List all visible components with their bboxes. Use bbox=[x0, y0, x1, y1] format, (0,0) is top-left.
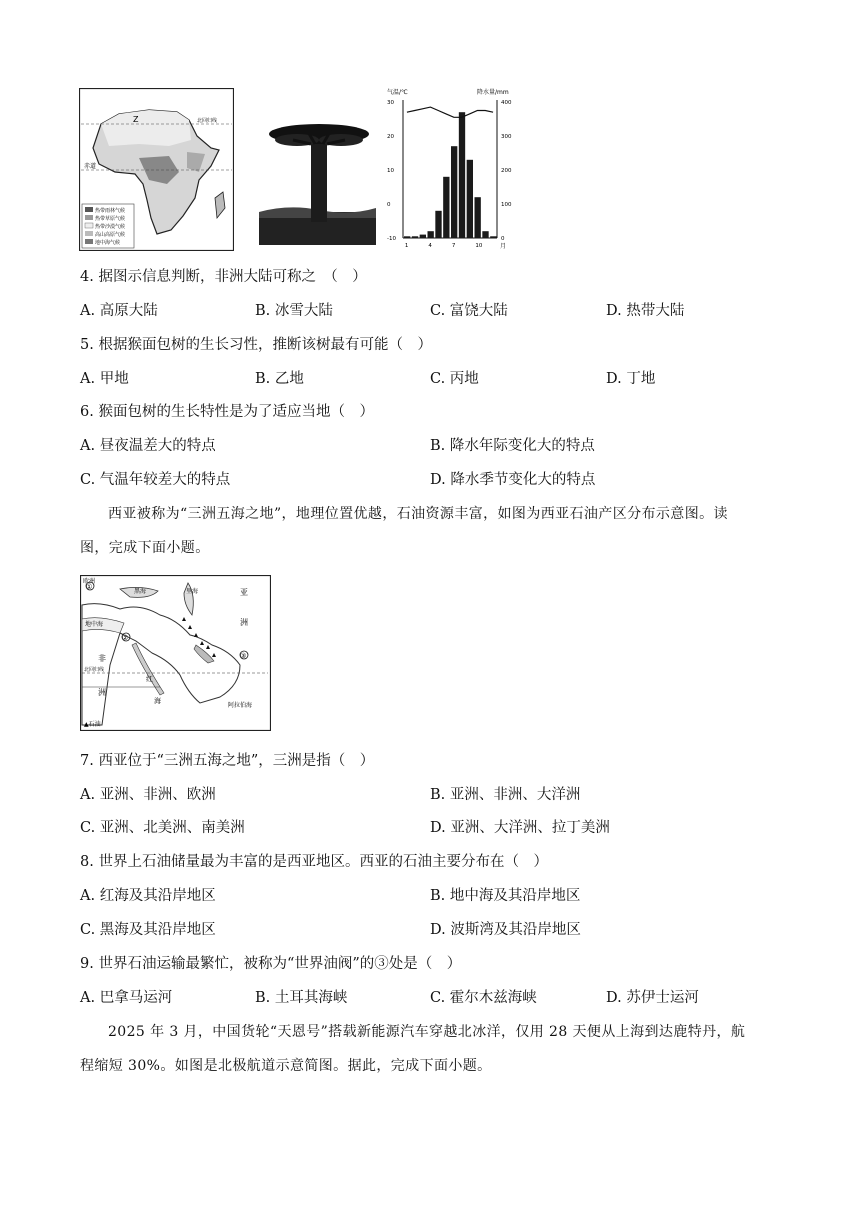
temp-tick-label: 0 bbox=[387, 202, 391, 208]
question-9-option-b[interactable]: B. 土耳其海峡 bbox=[255, 990, 348, 1006]
question-9-option-c[interactable]: C. 霍尔木兹海峡 bbox=[430, 990, 537, 1006]
precip-bar bbox=[475, 197, 481, 238]
precip-axis-label: 降水量/mm bbox=[477, 89, 509, 96]
arctic-passage-line-2: 程缩短 30%。如图是北极航道示意简图。据此，完成下面小题。 bbox=[80, 1058, 492, 1074]
westasia-oil-map bbox=[80, 575, 271, 731]
africa-climate-map bbox=[79, 88, 234, 251]
precip-tick-label: 100 bbox=[501, 202, 512, 208]
precip-tick-label: 400 bbox=[501, 100, 512, 106]
westasia-passage-line-2: 图，完成下面小题。 bbox=[80, 540, 210, 556]
precip-bar bbox=[443, 177, 449, 238]
question-5-option-b[interactable]: B. 乙地 bbox=[255, 371, 304, 387]
label-red-a: 红 bbox=[146, 675, 153, 683]
label-tropic: 北回归线 bbox=[84, 667, 105, 673]
precip-bar bbox=[412, 236, 418, 238]
question-6-option-c[interactable]: C. 气温年较差大的特点 bbox=[80, 472, 231, 488]
question-4-stem: 4. 据图示信息判断，非洲大陆可称之 （ ） bbox=[80, 269, 367, 285]
label-red-b: 海 bbox=[154, 697, 161, 705]
question-5-option-c[interactable]: C. 丙地 bbox=[430, 371, 479, 387]
question-7-option-d[interactable]: D. 亚洲、大洋洲、拉丁美洲 bbox=[430, 820, 610, 836]
precip-bar bbox=[428, 231, 434, 238]
question-8-option-d[interactable]: D. 波斯湾及其沿岸地区 bbox=[430, 922, 581, 938]
question-6-option-b[interactable]: B. 降水年际变化大的特点 bbox=[430, 438, 595, 454]
temp-tick-label: -10 bbox=[387, 236, 396, 242]
precip-bar bbox=[451, 146, 457, 238]
question-5-option-a[interactable]: A. 甲地 bbox=[80, 371, 129, 387]
legend-item-1: 热带雨林气候 bbox=[95, 208, 126, 214]
label-mediterranean: 地中海 bbox=[85, 621, 104, 628]
precip-bar bbox=[459, 112, 465, 238]
label-asia-a: 亚 bbox=[240, 588, 248, 597]
month-tick-label: 10 bbox=[475, 243, 483, 249]
month-unit-label: 月 bbox=[500, 243, 507, 250]
question-9-option-a[interactable]: A. 巴拿马运河 bbox=[80, 990, 173, 1006]
label-africa-b: 洲 bbox=[98, 688, 106, 697]
precip-bar bbox=[467, 160, 473, 238]
legend-oil: ▲石油 bbox=[84, 721, 101, 728]
question-4-option-b[interactable]: B. 冰雪大陆 bbox=[255, 303, 333, 319]
question-8-option-b[interactable]: B. 地中海及其沿岸地区 bbox=[430, 888, 581, 904]
question-4-option-c[interactable]: C. 富饶大陆 bbox=[430, 303, 508, 319]
legend-item-5: 地中海气候 bbox=[95, 240, 121, 246]
temperature-line bbox=[407, 107, 493, 117]
marker-2: ② bbox=[122, 634, 129, 642]
question-8-stem: 8. 世界上石油储量最为丰富的是西亚地区。西亚的石油主要分布在（ ） bbox=[80, 854, 548, 870]
question-9-option-d[interactable]: D. 苏伊士运河 bbox=[606, 990, 699, 1006]
precip-bar bbox=[404, 236, 410, 238]
label-arabian-sea: 阿拉伯海 bbox=[228, 702, 253, 709]
legend-item-3: 热带沙漠气候 bbox=[95, 224, 126, 230]
westasia-passage-line-1: 西亚被称为“三洲五海之地”，地理位置优越，石油资源丰富，如图为西亚石油产区分布示意图。读 bbox=[108, 506, 728, 522]
month-tick-label: 1 bbox=[404, 243, 409, 249]
question-6-option-a[interactable]: A. 昼夜温差大的特点 bbox=[80, 438, 216, 454]
precip-bar bbox=[420, 235, 426, 238]
month-tick-label: 7 bbox=[451, 243, 456, 249]
map-equator-label: 赤道 bbox=[84, 163, 97, 170]
label-europe: 欧洲 bbox=[83, 578, 96, 585]
precip-tick-label: 200 bbox=[501, 168, 512, 174]
precip-bar bbox=[435, 211, 441, 238]
question-8-option-a[interactable]: A. 红海及其沿岸地区 bbox=[80, 888, 216, 904]
arctic-passage-line-1: 2025 年 3 月，中国货轮“天恩号”搭载新能源汽车穿越北冰洋，仅用 28 天便从上海到达鹿特丹，航 bbox=[108, 1024, 746, 1040]
baobab-tree-photo bbox=[259, 100, 376, 245]
question-6-stem: 6. 猴面包树的生长特性是为了适应当地（ ） bbox=[80, 404, 374, 420]
question-5-option-d[interactable]: D. 丁地 bbox=[606, 371, 656, 387]
label-asia-b: 洲 bbox=[240, 618, 248, 627]
question-5-stem: 5. 根据猴面包树的生长习性，推断该树最有可能（ ） bbox=[80, 337, 432, 353]
legend-item-2: 热带草原气候 bbox=[95, 216, 126, 222]
label-caspian: 里海 bbox=[186, 588, 199, 595]
label-africa-a: 非 bbox=[98, 654, 106, 663]
precip-bar bbox=[482, 231, 488, 238]
precip-tick-label: 300 bbox=[501, 134, 512, 140]
question-4-option-d[interactable]: D. 热带大陆 bbox=[606, 303, 685, 319]
label-black-sea: 黑海 bbox=[134, 588, 147, 595]
temp-tick-label: 20 bbox=[387, 134, 394, 140]
question-8-option-c[interactable]: C. 黑海及其沿岸地区 bbox=[80, 922, 216, 938]
map-tropic-label: 北回归线 bbox=[197, 118, 218, 124]
temp-tick-label: 30 bbox=[387, 100, 394, 106]
climate-chart bbox=[385, 86, 523, 252]
question-7-stem: 7. 西亚位于“三洲五海之地”，三洲是指（ ） bbox=[80, 753, 375, 769]
question-7-option-c[interactable]: C. 亚洲、北美洲、南美洲 bbox=[80, 820, 245, 836]
temp-tick-label: 10 bbox=[387, 168, 394, 174]
question-7-option-b[interactable]: B. 亚洲、非洲、大洋洲 bbox=[430, 787, 581, 803]
question-4-option-a[interactable]: A. 高原大陆 bbox=[80, 303, 158, 319]
question-7-option-a[interactable]: A. 亚洲、非洲、欧洲 bbox=[80, 787, 216, 803]
question-6-option-d[interactable]: D. 降水季节变化大的特点 bbox=[430, 472, 596, 488]
precip-bar bbox=[490, 236, 496, 238]
marker-3: ③ bbox=[240, 652, 247, 660]
map-z-label: Z bbox=[133, 115, 139, 124]
precip-tick-label: 0 bbox=[501, 236, 505, 242]
question-9-stem: 9. 世界石油运输最繁忙，被称为“世界油阀”的③处是（ ） bbox=[80, 956, 462, 972]
temp-axis-label: 气温/℃ bbox=[387, 89, 408, 96]
marker-1: ① bbox=[86, 583, 93, 591]
legend-item-4: 高山高原气候 bbox=[95, 232, 126, 238]
month-tick-label: 4 bbox=[428, 243, 432, 249]
